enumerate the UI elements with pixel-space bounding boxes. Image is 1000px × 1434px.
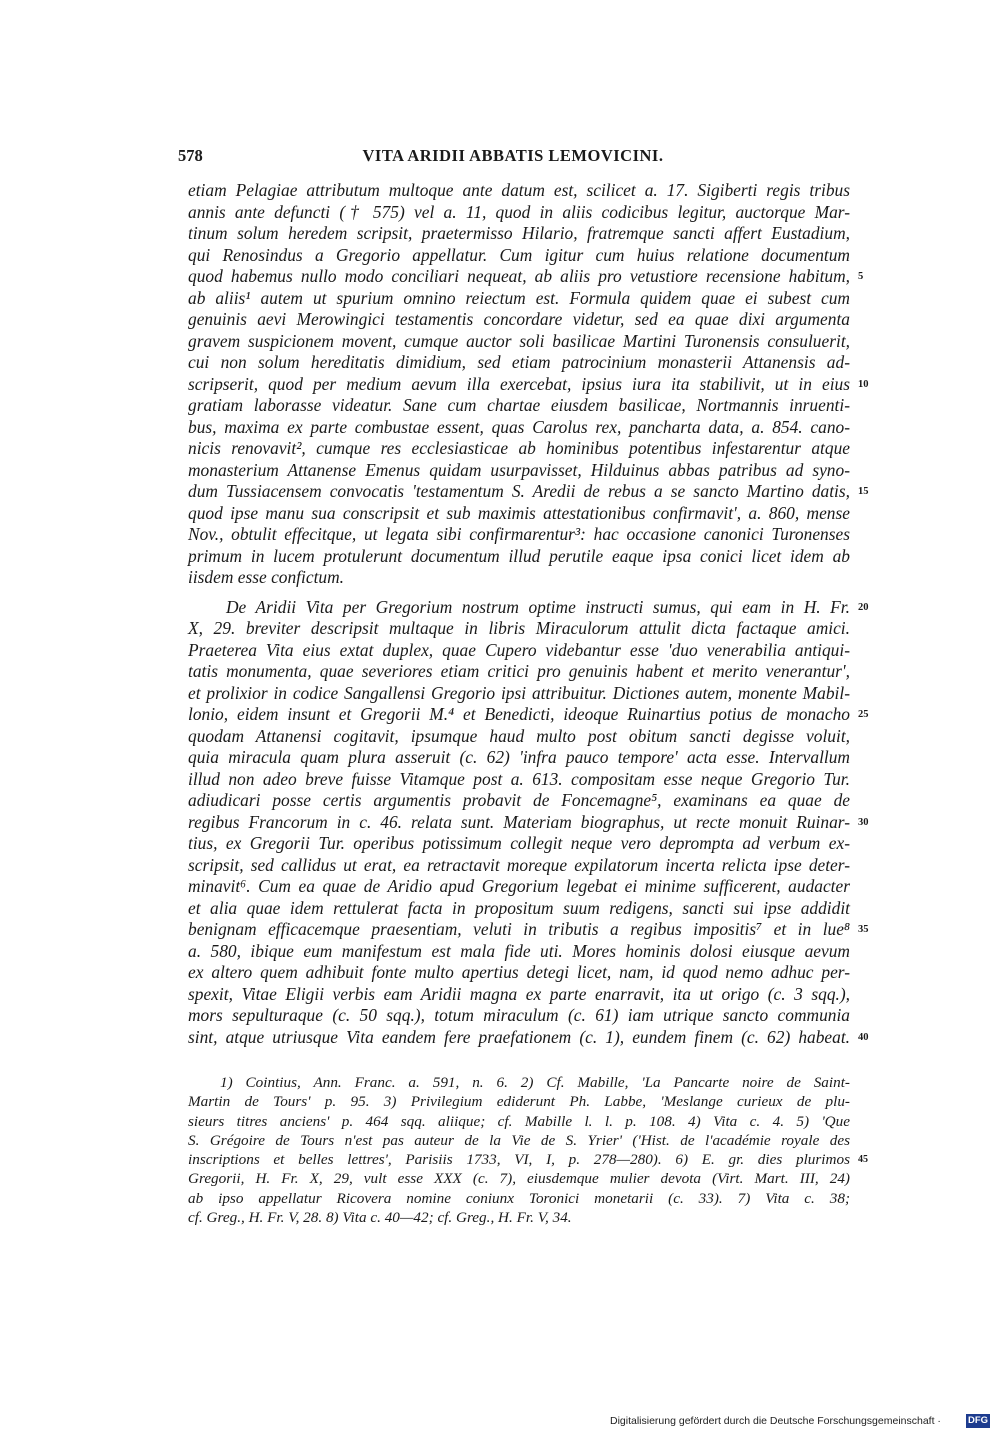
line-text: lonio, eidem insunt et Gregorii M.⁴ et Benedicti, ideoque Ruinartius potius de monacho [188,704,850,724]
line-text: cf. Greg., H. Fr. V, 28. 8) Vita c. 40—42; cf. Greg., H. Fr. V, 34. [188,1209,572,1227]
line-text: gratiam laborasse videatur. Sane cum chartae eiusdem basilicae, Nortmannis inruenti- [188,395,850,415]
line-text: X, 29. breviter descripsit multaque in libris Miraculorum attulit dicta factaque amici. [188,618,850,638]
dfg-logo: DFG [967,1415,989,1426]
text-line [188,833,850,855]
footnotes [188,1073,868,1227]
text-line [188,984,850,1006]
text-line [188,661,850,683]
line-text: a. 580, ibique eum manifestum est mala fide uti. Mores hominis dolosi eiusque aevum [188,940,850,961]
line-number: 10 [858,378,869,390]
line-text: benignam efficacemque praesentiam, veluti in tributis a regibus impositis⁷ et in lue⁸ [188,919,850,939]
text-line [188,855,850,877]
footnote-line [188,1169,850,1188]
footnote-line [188,1131,850,1150]
line-text: 1) Cointius, Ann. Franc. a. 591, n. 6. 2) Cf. Mabille, 'La Pancarte noire de Saint- [220,1074,850,1091]
page-header [178,146,848,170]
text-line [188,202,850,224]
text-line [188,266,864,288]
line-number: 5 [858,271,864,282]
footnote-line [188,1073,850,1092]
line-text: sint, atque utriusque Vita eandem fere praefationem (c. 1), eundem finem (c. 62) habeat. [188,1026,850,1047]
line-text: inscriptions et belles lettres', Parisiis 1733, VI, I, p. 278—280). 6) E. gr. dies plurimos [188,1151,850,1169]
text-line [188,790,850,812]
line-number: 35 [858,924,869,935]
line-text: genuinis aevi Merowingici testamentis concordare videtur, sed ea quae dixi argumenta [188,309,850,329]
line-text: quodam Attanensi cogitavit, ipsumque haud multo post obitum sancti degisse voluit, [188,725,850,746]
line-text: scripserit, quod per medium aevum illa exercebat, ipsius iura ita stabilivit, ut in eius [188,373,850,394]
line-text: tius, ex Gregorii Tur. operibus potissimum collegit neque vero deprompta ad verbum ex- [188,833,850,853]
footnote-line [188,1112,850,1131]
line-number: 20 [858,601,869,613]
text-line [188,180,850,202]
main-text [188,180,869,1048]
line-number: 25 [858,709,869,720]
text-line [188,769,850,791]
footer-credit: Digitalisierung gefördert durch die Deutsche Forschungsgemeinschaft · [610,1415,941,1427]
line-text: adiudicari posse certis argumentis probavit de Foncemagne⁵, examinans ea quae de [188,790,850,810]
running-title: VITA ARIDII ABBATIS LEMOVICINI. [362,146,664,165]
text-line [188,352,850,374]
line-text: Nov., obtulit effecitque, ut legata sibi confirmarentur³: hac occasione canonici Turonenses [188,524,850,544]
line-text: sieurs titres anciens' p. 464 sqq. aliique; cf. Mabille l. l. p. 108. 4) Vita c. 4. 5) 'Que [188,1112,850,1130]
line-text: gravem suspicionem movent, cumque auctor soli basilicae Martini Turonensis consuluerit, [188,330,850,351]
text-line [188,1005,850,1027]
text-line [188,309,850,331]
text-line [188,245,850,267]
text-line [188,503,850,525]
text-line [188,704,869,726]
text-line [188,223,850,245]
line-text: nicis renovavit², cumque res ecclesiasticae ab hominibus potentibus infestarentur atque [188,438,850,458]
text-line [188,726,850,748]
footnote-line [188,1092,850,1111]
line-number: 15 [858,486,869,497]
text-line [188,683,850,705]
text-line [188,546,850,568]
line-text: iisdem esse confictum. [188,567,344,587]
text-line [188,438,850,460]
line-text: tinum solum heredem scripsit, praetermisso Hilario, fratremque sancti affert Eustadium, [188,223,850,243]
text-line [188,596,869,619]
line-text: et prolixior in codice Sangallensi Gregorio ipsi attribuitur. Dictiones autem, monente Mabil- [188,682,850,703]
line-text: Praeterea Vita eius extat duplex, quae Cupero videbantur esse 'duo venerabilia antiqui- [188,639,850,660]
line-number: 30 [858,816,869,828]
line-text: qui Renosindus a Gregorio appellatur. Cum igitur cum huius relatione documentum [188,244,850,265]
line-text: De Aridii Vita per Gregorium nostrum optime instructi sumus, qui eam in H. Fr. [226,596,850,617]
text-line [188,481,869,503]
line-text: scripsit, sed callidus ut erat, ea retractavit moreque expilatorum incerta relicta ipse deter- [188,854,850,875]
text-line [188,288,850,310]
footnote-line [188,1208,850,1227]
line-text: Martin de Tours' p. 95. 3) Privilegium ediderunt Ph. Labbe, 'Meslange curieux de plu- [188,1093,850,1111]
text-line [188,876,850,898]
text-line [188,962,850,984]
line-text: S. Grégoire de Tours n'est pas auteur de la Vie de S. Yrier' ('Hist. de l'académie royale des [188,1131,850,1149]
line-text: primum in lucem protulerunt documentum illud perutile eaque ipsa conici licet idem ab [188,545,850,566]
line-text: ex altero quem adhibuit fonte multo apertius detegi licet, nam, id quod nemo adhuc per- [188,962,850,982]
text-line [188,747,850,769]
text-line [188,919,869,941]
page-number: 578 [178,146,203,165]
line-text: quod habemus nullo modo conciliari nequeat, ab aliis pro vetustiore recensione habitum, [188,266,850,286]
line-text: quia miracula quam plura asseruit (c. 62) 'infra pauco tempore' acta esse. Intervallum [188,747,850,767]
line-text: regibus Francorum in c. 46. relata sunt. Materiam biographus, ut recte monuit Ruinar- [188,811,850,832]
text-line [188,417,850,439]
line-text: mors sepulturaque (c. 50 sqq.), totum miraculum (c. 61) iam utrique sancto communia [188,1005,850,1025]
line-text: monasterium Attanense Emenus quidam usurpavisset, Hilduinus abbas patribus ad syno- [188,459,850,480]
line-text: ab aliis¹ autem ut spurium omnino reiectum est. Formula quidem quae ei subest cum [188,287,850,308]
text-line [188,460,850,482]
text-line [188,395,850,417]
text-line [188,331,850,353]
text-line [188,618,850,640]
line-text: Gregorii, H. Fr. X, 29, vult esse XXX (c. 7), eiusdemque mulier devota (Virt. Mart. III, 24) [188,1170,850,1188]
footnote-line [188,1150,868,1169]
line-text: et alia quae idem rettulerat facta in propositum suum redigens, sancti sui ipse addidit [188,897,850,918]
line-text: spexit, Vitae Eligii verbis eam Aridii magna ex parte enarravit, ita ut origo (c. 3 sqq.), [188,983,850,1004]
line-number: 45 [858,1154,868,1166]
line-text: annis ante defuncti († 575) vel a. 11, quod in aliis codicibus legitur, auctorque Mar- [188,201,850,222]
text-line [188,811,869,834]
text-line [188,373,869,396]
line-text: bus, maxima ex parte combustae essent, quas Carolus rex, pancharta data, a. 854. cano- [188,416,850,437]
line-text: cui non solum hereditatis dimidium, sed etiam patrocinium monasterii Attanensis ad- [188,352,850,372]
line-text: tatis monumenta, quae severiores etiam critici pro genuinis habent et merito venerantur', [188,661,850,681]
line-text: illud non adeo breve fuisse Vitamque post a. 613. compositam esse neque Gregorio Tur. [188,768,850,789]
line-text: ab ipso appellatur Ricovera nomine coniunx Toronici monetarii (c. 33). 7) Vita c. 38; [188,1189,850,1207]
text-line [188,524,850,546]
text-line [188,567,850,589]
text-line [188,941,850,963]
digitization-footer [610,1414,990,1430]
line-number: 40 [858,1031,869,1043]
line-text: dum Tussiacensem convocatis 'testamentum S. Aredii de rebus a se sancto Martino datis, [188,481,850,501]
footnote-line [188,1189,850,1208]
text-line [188,640,850,662]
text-line [188,1026,869,1049]
line-text: minavit⁶. Cum ea quae de Aridio apud Gregorium legebat ei minime sufficerent, audacter [188,876,850,896]
line-text: etiam Pelagiae attributum multoque ante datum est, scilicet a. 17. Sigiberti regis tribus [188,180,850,200]
text-line [188,898,850,920]
line-text: quod ipse manu sua conscripsit et sub maximis attestationibus confirmavit', a. 860, mense [188,502,850,523]
